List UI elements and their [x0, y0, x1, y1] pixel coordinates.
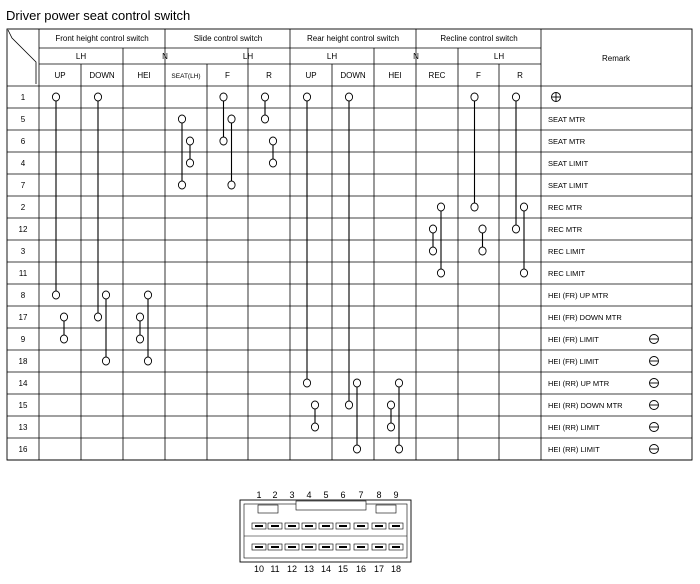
remark-text: REC MTR [548, 225, 583, 234]
terminal-circle [102, 357, 109, 365]
remark-text: SEAT LIMIT [548, 159, 589, 168]
terminal-circle [136, 313, 143, 321]
terminal-circle [303, 93, 310, 101]
connector-pin-label: 2 [272, 490, 278, 500]
terminal-circle [429, 247, 436, 255]
terminal-circle [387, 401, 394, 409]
group-header: Rear height control switch [306, 34, 400, 43]
terminal-circle [520, 203, 527, 211]
terminal-circle [345, 93, 352, 101]
terminal-circle [94, 313, 101, 321]
terminal-circle [437, 203, 444, 211]
terminal-circle [520, 269, 527, 277]
terminal-circle [220, 93, 227, 101]
remark-text: HEI (RR) LIMIT [548, 423, 600, 432]
remark-text: HEI (FR) DOWN MTR [548, 313, 622, 322]
terminal-circle [479, 225, 486, 233]
terminal-circle [353, 379, 360, 387]
column-header: F [225, 71, 230, 80]
terminal-circle [186, 137, 193, 145]
terminal-circle [311, 401, 318, 409]
connector-cavity [336, 544, 350, 550]
connector-cavity [285, 544, 299, 550]
minus-circle-icon [650, 445, 659, 454]
minus-circle-icon [650, 335, 659, 344]
connector-cavity [302, 523, 316, 529]
remark-text: SEAT MTR [548, 115, 586, 124]
pin-number: 12 [18, 225, 28, 234]
terminal-circle [512, 225, 519, 233]
connector-pin-label: 8 [376, 490, 382, 500]
remark-text: REC MTR [548, 203, 583, 212]
terminal-circle [437, 269, 444, 277]
connector-pin-label: 7 [358, 490, 364, 500]
group-header: Front height control switch [55, 34, 149, 43]
continuity-link [220, 93, 227, 145]
minus-circle-icon [650, 423, 659, 432]
connector-cavity [354, 523, 368, 529]
column-header: R [266, 71, 272, 80]
connector-cavity [336, 523, 350, 529]
connector-pin-label: 15 [337, 564, 349, 574]
continuity-link [512, 93, 519, 233]
column-header: SEAT(LH) [171, 73, 201, 80]
remark-header: Remark [601, 54, 631, 63]
remark-text: SEAT MTR [548, 137, 586, 146]
page-title: Driver power seat control switch [6, 8, 191, 23]
connector-key [258, 505, 278, 513]
column-header: R [517, 71, 523, 80]
terminal-circle [345, 401, 352, 409]
pin-number: 17 [18, 313, 28, 322]
connector-pin-label: 4 [306, 490, 312, 500]
terminal-circle [512, 93, 519, 101]
subheader-n: N [162, 52, 168, 61]
subheader-lh: LH [493, 52, 505, 61]
terminal-circle [178, 115, 185, 123]
connector-cavity [389, 523, 403, 529]
terminal-circle [60, 313, 67, 321]
terminal-circle [136, 335, 143, 343]
remark-text: HEI (RR) DOWN MTR [548, 401, 623, 410]
pin-number: 1 [20, 93, 26, 102]
terminal-circle [261, 115, 268, 123]
pin-number: 3 [20, 247, 26, 256]
minus-circle-icon [650, 357, 659, 366]
connector-pin-label: 5 [323, 490, 329, 500]
connector-cavity [268, 544, 282, 550]
connector-pin-label: 13 [303, 564, 315, 574]
terminal-circle [228, 181, 235, 189]
connector-cavity [389, 544, 403, 550]
column-header: DOWN [340, 71, 366, 80]
terminal-circle [471, 93, 478, 101]
terminal-circle [479, 247, 486, 255]
connector-pin-label: 18 [390, 564, 402, 574]
terminal-circle [395, 445, 402, 453]
pin-number: 5 [20, 115, 26, 124]
column-header: HEI [137, 71, 151, 80]
terminal-circle [311, 423, 318, 431]
terminal-circle [52, 93, 59, 101]
remark-text: HEI (FR) UP MTR [548, 291, 609, 300]
terminal-circle [228, 115, 235, 123]
terminal-circle [269, 159, 276, 167]
minus-circle-icon [650, 379, 659, 388]
connector-pin-label: 12 [286, 564, 298, 574]
terminal-circle [269, 137, 276, 145]
terminal-circle [353, 445, 360, 453]
column-header: UP [54, 71, 66, 80]
connector-pin-label: 9 [393, 490, 399, 500]
terminal-circle [186, 159, 193, 167]
remark-text: REC LIMIT [548, 269, 586, 278]
remark-text: SEAT LIMIT [548, 181, 589, 190]
terminal-circle [220, 137, 227, 145]
connector-pin-label: 3 [289, 490, 295, 500]
remark-text: HEI (FR) LIMIT [548, 357, 599, 366]
continuity-link [94, 93, 101, 321]
group-header: Recline control switch [440, 34, 518, 43]
connector-pin-label: 14 [320, 564, 332, 574]
pin-number: 7 [20, 181, 26, 190]
pin-number: 14 [18, 379, 28, 388]
connector-pin-label: 1 [256, 490, 262, 500]
connector-cavity [285, 523, 299, 529]
connector-pin-label: 6 [340, 490, 346, 500]
pin-number: 9 [20, 335, 26, 344]
connector-cavity [319, 523, 333, 529]
plus-circle-icon [552, 93, 561, 102]
terminal-circle [94, 93, 101, 101]
terminal-circle [144, 291, 151, 299]
pin-number: 4 [20, 159, 26, 168]
terminal-circle [471, 203, 478, 211]
connector-cavity [252, 544, 266, 550]
connector-cavity [354, 544, 368, 550]
corner-diagonal [8, 30, 36, 84]
pin-number: 6 [20, 137, 26, 146]
connector-pin-label: 10 [253, 564, 265, 574]
pin-number: 18 [18, 357, 28, 366]
subheader-lh: LH [75, 52, 87, 61]
subheader-lh: LH [326, 52, 338, 61]
continuity-link [345, 93, 352, 409]
connector-cavity [252, 523, 266, 529]
pin-number: 8 [20, 291, 26, 300]
remark-text: HEI (FR) LIMIT [548, 335, 599, 344]
connector-pin-label: 17 [373, 564, 385, 574]
connector-cavity [372, 544, 386, 550]
column-header: REC [428, 71, 446, 80]
terminal-circle [429, 225, 436, 233]
pin-number: 11 [18, 269, 28, 278]
connector-cavity [268, 523, 282, 529]
connector-pin-label: 11 [270, 564, 280, 574]
terminal-circle [303, 379, 310, 387]
connector-pin-label: 16 [355, 564, 367, 574]
pin-number: 13 [18, 423, 28, 432]
pin-number: 2 [20, 203, 26, 212]
pin-number: 15 [18, 401, 28, 410]
subheader-lh: LH [242, 52, 254, 61]
column-header: F [476, 71, 481, 80]
connector-key [376, 505, 396, 513]
column-header: DOWN [89, 71, 115, 80]
remark-text: REC LIMIT [548, 247, 586, 256]
group-header: Slide control switch [193, 34, 263, 43]
connector-latch [296, 501, 366, 510]
terminal-circle [102, 291, 109, 299]
terminal-circle [144, 357, 151, 365]
terminal-circle [395, 379, 402, 387]
remark-text: HEI (RR) UP MTR [548, 379, 610, 388]
remark-text: HEI (RR) LIMIT [548, 445, 600, 454]
terminal-circle [178, 181, 185, 189]
terminal-circle [60, 335, 67, 343]
terminal-circle [52, 291, 59, 299]
pin-number: 16 [18, 445, 28, 454]
connector-diagram [240, 500, 411, 562]
connector-cavity [372, 523, 386, 529]
minus-circle-icon [650, 401, 659, 410]
connector-cavity [319, 544, 333, 550]
terminal-circle [261, 93, 268, 101]
column-header: HEI [388, 71, 402, 80]
connector-cavity [302, 544, 316, 550]
subheader-n: N [413, 52, 419, 61]
terminal-circle [387, 423, 394, 431]
column-header: UP [305, 71, 317, 80]
